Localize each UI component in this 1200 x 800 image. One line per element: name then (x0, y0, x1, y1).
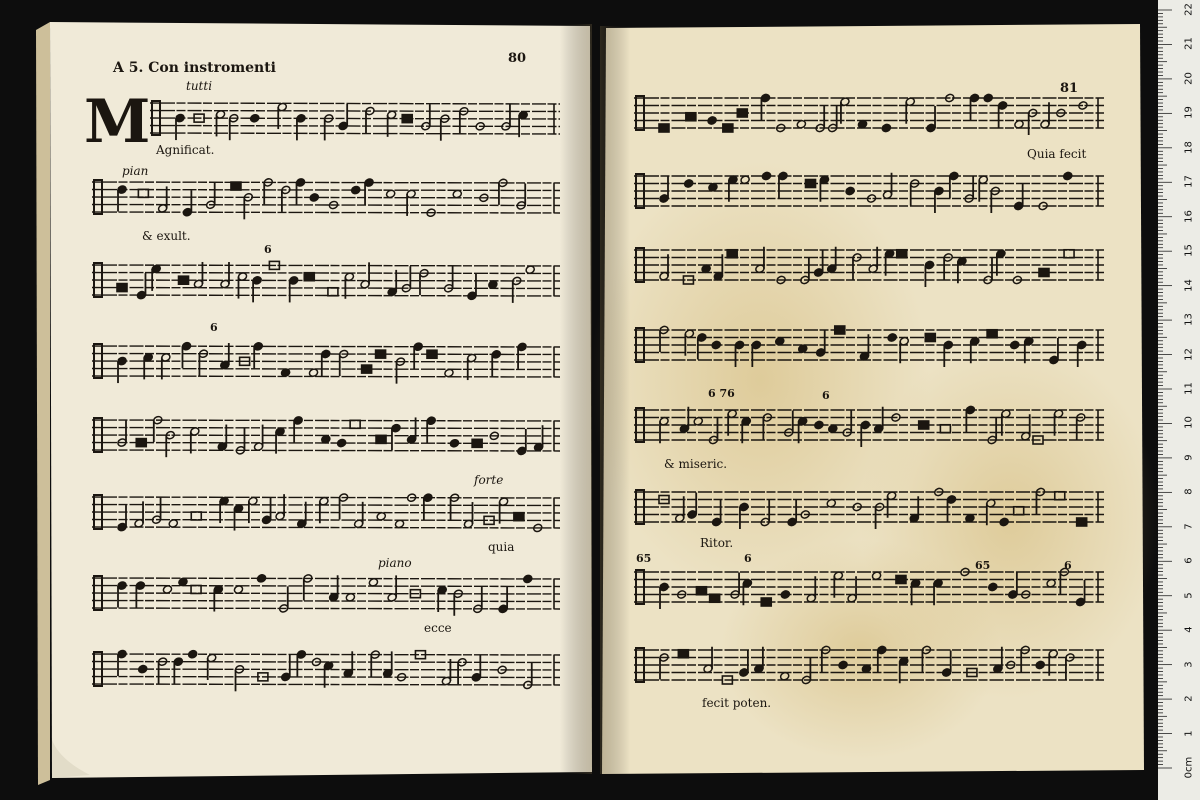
figure-65: 65 (975, 559, 991, 572)
breve-note (136, 439, 146, 447)
annotation-forte: forte (474, 473, 504, 487)
page-number-right: 81 (1060, 81, 1079, 96)
staff-line (150, 126, 560, 127)
ruler-label: 7 (1183, 523, 1195, 530)
breve-note (925, 334, 935, 342)
book-edge-left (36, 22, 50, 785)
lyric-agnificat: Agnificat. (156, 143, 215, 157)
lyric-fecit-poten: fecit poten. (702, 696, 772, 710)
gutter-shadow (560, 24, 592, 774)
ruler-label: 16 (1183, 209, 1195, 223)
staff-line (92, 265, 560, 266)
lyric-quia: quia (488, 540, 515, 554)
initial-letter: M (84, 87, 151, 157)
ruler-label: 1 (1183, 729, 1195, 737)
breve-note (362, 365, 372, 373)
breve-note (678, 650, 688, 658)
breve-note (686, 113, 696, 121)
breve-note (304, 273, 314, 281)
page-header: A 5. Con instromenti (113, 60, 277, 76)
staff-line (92, 512, 560, 513)
breve-note (710, 594, 720, 602)
annotation-piano: piano (378, 556, 412, 570)
breve-note (896, 576, 906, 584)
lyric-exult: & exult. (142, 229, 191, 243)
ruler-label: 20 (1183, 72, 1195, 85)
staff-line (92, 295, 560, 296)
staff-line (92, 586, 560, 587)
breve-note (1077, 518, 1087, 526)
breve-note (761, 598, 771, 606)
ruler-label: 14 (1183, 278, 1195, 292)
breve-note (402, 115, 412, 123)
staff-line (92, 428, 560, 429)
ruler-label: 10 (1183, 416, 1195, 430)
lyric-quia-fecit: Quia fecit (1027, 147, 1087, 161)
breve-note (897, 250, 907, 258)
ruler-label: 3 (1183, 660, 1195, 668)
breve-note (427, 350, 437, 358)
ruler-label: 6 (1183, 557, 1195, 564)
breve-note (117, 284, 127, 292)
breve-note (376, 350, 386, 358)
staff-line (92, 662, 560, 663)
staff-line (92, 273, 560, 274)
ruler-label: 2 (1183, 695, 1195, 702)
ruler-label: 8 (1183, 488, 1195, 496)
staff-line (92, 578, 560, 579)
ruler-label: 13 (1183, 313, 1195, 326)
annotation-pian: pian (122, 164, 149, 178)
figure-676: 6 76 (708, 387, 735, 400)
ruler-label: 15 (1183, 244, 1195, 258)
ruler-label: 4 (1183, 626, 1195, 633)
breve-note (231, 182, 241, 190)
ruler-label: 18 (1183, 140, 1195, 154)
staff-line (150, 118, 560, 119)
breve-note (376, 435, 386, 443)
figure-6: 6 (1064, 559, 1072, 572)
page-number-left: 80 (508, 51, 527, 66)
staff-line (92, 346, 560, 347)
gutter-shadow (600, 26, 630, 774)
breve-note (179, 276, 189, 284)
lyric-misericordia: & miseric. (664, 457, 728, 471)
staff-line (92, 601, 560, 602)
ruler-label: 12 (1183, 347, 1195, 361)
ruler-label: 22 (1183, 3, 1195, 16)
staff-line (92, 654, 560, 655)
breve-note (919, 421, 929, 429)
annotation-tutti: tutti (186, 79, 213, 93)
figure-65: 65 (636, 552, 652, 565)
figure-6: 6 (210, 321, 218, 334)
ruler-label: 11 (1183, 382, 1195, 395)
breve-note (806, 180, 816, 188)
staff-line (92, 684, 560, 685)
breve-note (835, 326, 845, 334)
breve-note (659, 124, 669, 132)
figure-6: 6 (822, 389, 830, 402)
staff-line (92, 450, 560, 451)
breve-note (1039, 269, 1049, 277)
breve-note (514, 513, 524, 521)
staff-line (150, 111, 560, 112)
breve-note (472, 439, 482, 447)
breve-note (723, 124, 733, 132)
staff-line (150, 103, 560, 104)
ruler-label: 0cm (1183, 756, 1195, 779)
staff-line (92, 527, 560, 528)
ruler-label: 17 (1183, 175, 1195, 189)
staff-line (92, 280, 560, 281)
staff-line (92, 677, 560, 678)
ruler-label: 5 (1183, 592, 1195, 599)
ruler-label: 21 (1183, 37, 1195, 51)
breve-note (987, 330, 997, 338)
breve-note (727, 250, 737, 258)
lyric-ecce: ecce (424, 621, 452, 635)
breve-note (696, 587, 706, 595)
ruler-label: 19 (1183, 106, 1195, 120)
breve-note (737, 109, 747, 117)
lyric-ritor: Ritor. (700, 536, 734, 550)
ruler-label: 9 (1183, 454, 1195, 461)
staff-line (92, 520, 560, 521)
staff-line (92, 608, 560, 609)
figure-6: 6 (744, 552, 752, 565)
figure-6: 6 (264, 243, 272, 256)
staff-line (92, 593, 560, 594)
